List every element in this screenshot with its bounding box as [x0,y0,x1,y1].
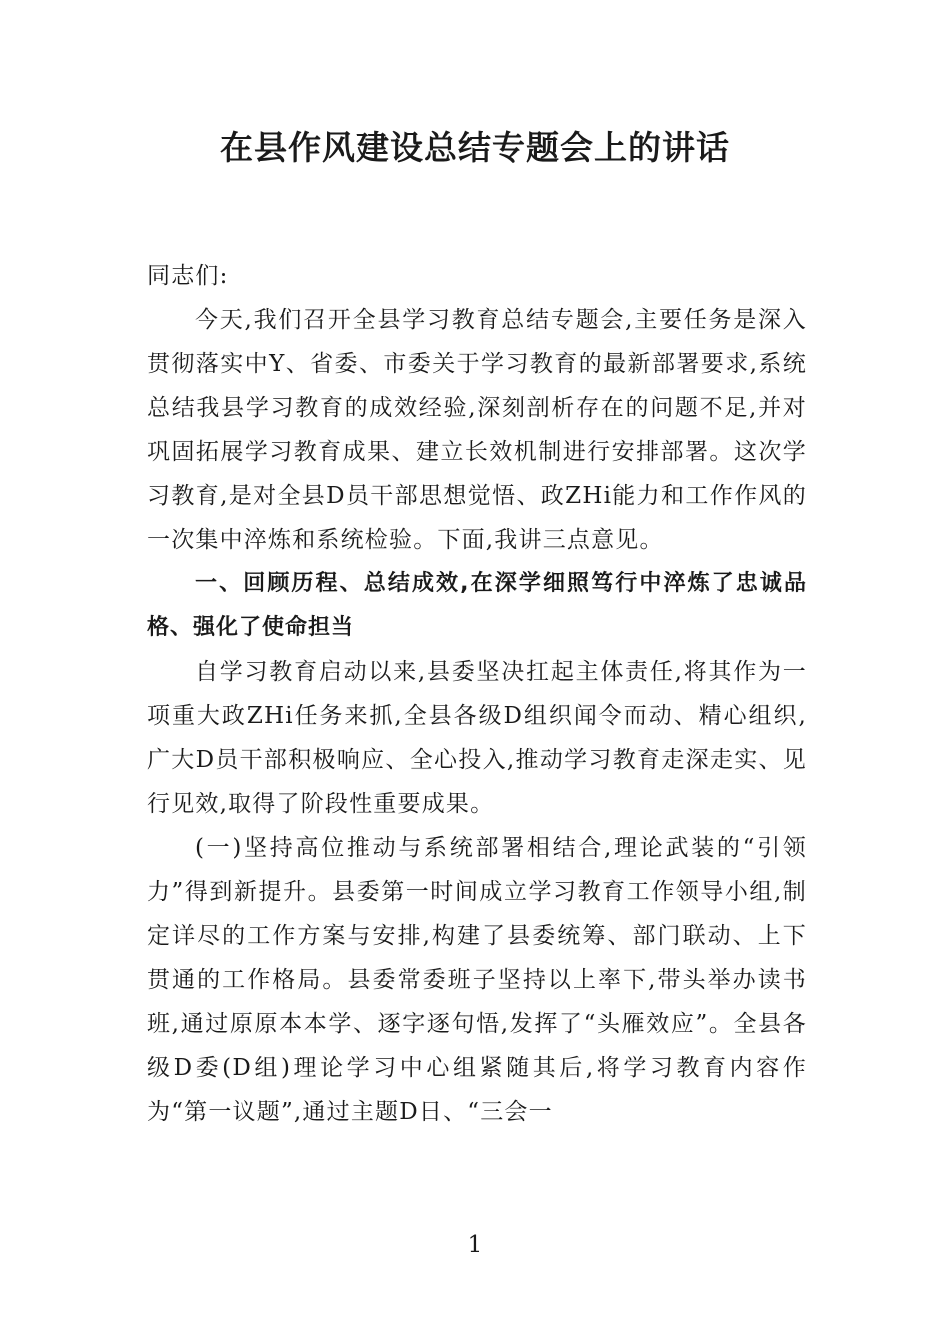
salutation: 同志们: [147,263,229,289]
document-title: 在县作风建设总结专题会上的讲话 [220,128,730,167]
section-one-intro-paragraph: 自学习教育启动以来,县委坚决扛起主体责任,将其作为一项重大政ZHi任务来抓,全县各级D组织闻令而动、精心组织,广大D员干部积极响应、全心投入,推动学习教育走深走实、见行见效,取得了阶段性重要成果。 [147,659,807,817]
document-body [147,254,807,1134]
section-heading-one: 一、回顾历程、总结成效,在深学细照笃行中淬炼了忠诚品格、强化了使命担当 [147,571,807,640]
intro-paragraph: 今天,我们召开全县学习教育总结专题会,主要任务是深入贯彻落实中Y、省委、市委关于学习教育的最新部署要求,系统总结我县学习教育的成效经验,深刻剖析存在的问题不足,并对巩固拓展学习教育成果、建立长效机制进行安排部署。这次学习教育,是对全县D员干部思想觉悟、政ZHi能力和工作作风的一次集中淬炼和系统检验。下面,我讲三点意见。 [147,307,807,553]
page-number: 1 [467,1232,483,1258]
subsection-one-paragraph: (一)坚持高位推动与系统部署相结合,理论武装的“引领力”得到新提升。县委第一时间成立学习教育工作领导小组,制定详尽的工作方案与安排,构建了县委统筹、部门联动、上下贯通的工作格局。县委常委班子坚持以上率下,带头举办读书班,通过原原本本学、逐字逐句悟,发挥了“头雁效应”。全县各级D委(D组)理论学习中心组紧随其后,将学习教育内容作为“第一议题”,通过主题D日、“三会一 [147,835,807,1125]
